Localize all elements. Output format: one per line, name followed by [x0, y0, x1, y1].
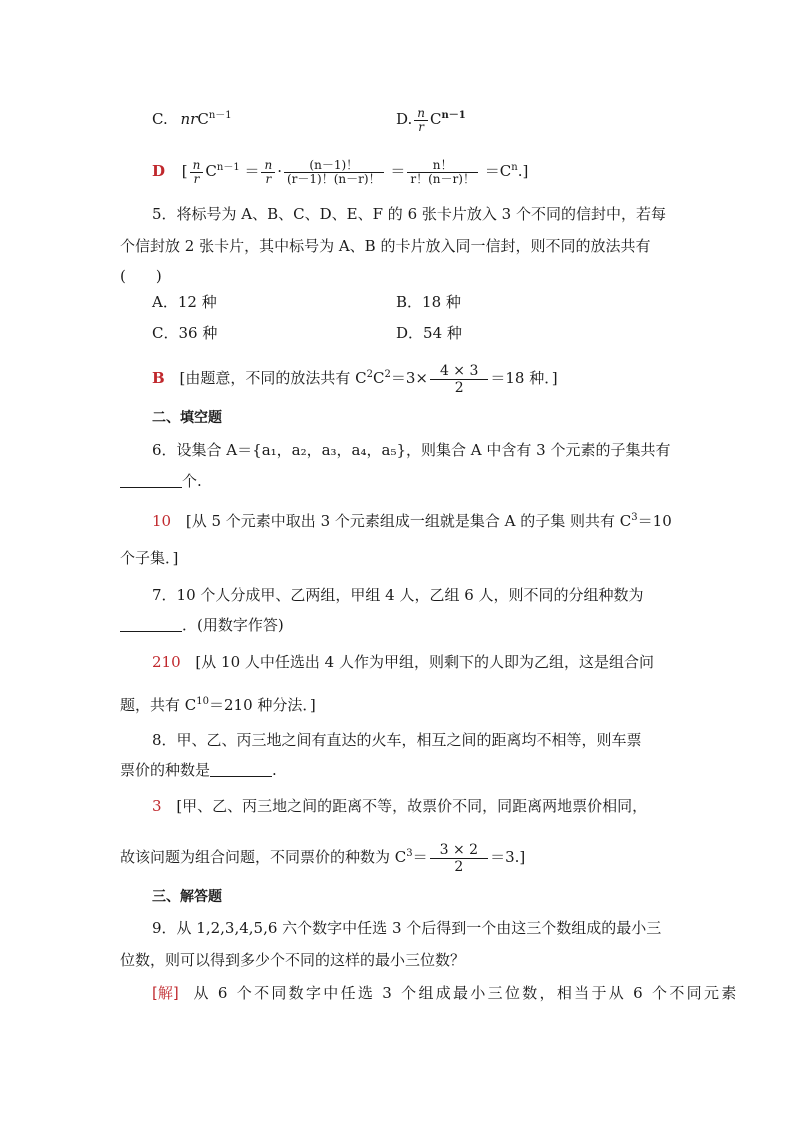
q5-option-b: B．18 种 — [396, 293, 461, 311]
answer-letter: B — [152, 369, 165, 387]
q4-option-c — [152, 106, 232, 129]
answer-letter: D — [152, 162, 166, 180]
answer-number: 210 — [152, 653, 181, 671]
option-label: D. — [396, 110, 413, 128]
q8-answer-line-2 — [120, 836, 525, 875]
q9-line-1: 9．从 1,2,3,4,5,6 六个数字中任选 3 个后得到一个由这三个数组成的最小三 — [152, 919, 662, 937]
q5-line-3: ( ) — [120, 267, 162, 285]
answer-text: 题，共有 C — [120, 696, 197, 714]
q6-line-2 — [120, 471, 202, 491]
bracket-close: .] — [517, 162, 529, 180]
answer-number: 10 — [152, 512, 172, 530]
q9-solution — [152, 983, 739, 1003]
q5-answer — [152, 357, 558, 396]
q7-line-2 — [120, 615, 284, 635]
answer-text: [从 10 人中任选出 4 人作为甲组，则剩下的人即为乙组，这是组合问 — [195, 653, 654, 671]
comb-symbol: C — [197, 110, 209, 128]
answer-blank — [120, 473, 182, 488]
line-text: ．(用数字作答) — [182, 616, 284, 634]
q5-line-2: 个信封放 2 张卡片，其中标号为 A、B 的卡片放入同一信封，则不同的放法共有 — [120, 237, 651, 255]
answer-text: ＝3.] — [490, 848, 526, 866]
q8-answer — [152, 796, 647, 816]
section-title-solve: 三、解答题 — [152, 889, 222, 905]
q6-answer-line-2: 个子集．] — [120, 549, 179, 567]
fraction: $\frac{3 \times 2}{2}$ — [430, 842, 488, 875]
superscript: 3 — [406, 848, 413, 859]
superscript: n — [511, 162, 518, 173]
bracket-open: [ — [181, 162, 188, 180]
line-text: . — [272, 761, 277, 779]
answer-blank — [120, 617, 182, 632]
option-label: C. — [152, 110, 168, 128]
q6-line-1: 6．设集合 A＝{a₁，a₂，a₃，a₄，a₅}，则集合 A 中含有 3 个元素的子集共有 — [152, 441, 671, 459]
answer-text: [由题意，不同的放法共有 C — [179, 369, 367, 387]
q7-answer — [152, 652, 654, 672]
q4-answer — [152, 150, 528, 189]
equals: ＝ — [412, 848, 428, 866]
solution-label: [解] — [152, 984, 179, 1002]
answer-text: [甲、乙、丙三地之间的距离不等，故票价不同，同距离两地票价相同， — [176, 797, 648, 815]
solution-text: 从 6 个不同数字中任选 3 个组成最小三位数，相当于从 6 个不同元素 — [193, 984, 739, 1002]
fraction-n-over-r-2: $\frac{n}{r}$ — [261, 159, 275, 186]
fraction-factorial-1: $\frac{(n-1)!}{(r-1)!(n-r)!}$ — [284, 159, 384, 186]
answer-text: [从 5 个元素中取出 3 个元素组成一组就是集合 A 的子集 则共有 C — [185, 512, 632, 530]
q5-option-a: A．12 种 — [152, 293, 217, 311]
q8-line-2 — [120, 760, 277, 780]
answer-text: ＝10 — [637, 512, 672, 530]
equals: ＝ — [244, 162, 260, 180]
equals: ＝ — [484, 162, 500, 180]
q7-answer-line-2 — [120, 692, 316, 715]
answer-text: 故该问题为组合问题，不同票价的种数为 C — [120, 848, 407, 866]
answer-text: ＝210 种分法．] — [208, 696, 316, 714]
q4-option-d — [396, 100, 466, 135]
fraction: $\frac{4 \times 3}{2}$ — [430, 363, 488, 396]
superscript: n－1 — [208, 110, 232, 121]
q9-line-2: 位数，则可以得到多少个不同的这样的最小三位数？ — [120, 951, 466, 969]
q5-option-d: D．54 种 — [396, 324, 462, 342]
option-text: nr — [180, 110, 198, 128]
equals: ＝ — [390, 162, 406, 180]
answer-text: ＝18 种．] — [490, 369, 558, 387]
q8-line-1: 8．甲、乙、丙三地之间有直达的火车，相互之间的距离均不相等，则车票 — [152, 731, 642, 749]
superscript: n－1 — [441, 110, 466, 121]
q7-line-1: 7．10 个人分成甲、乙两组，甲组 4 人，乙组 6 人，则不同的分组种数为 — [152, 586, 644, 604]
comb-symbol: C — [430, 110, 442, 128]
fraction-n-over-r: $\frac{n}{r}$ — [190, 159, 204, 186]
q6-answer — [152, 508, 672, 531]
superscript: n－1 — [216, 162, 240, 173]
q5-line-1: 5．将标号为 A、B、C、D、E、F 的 6 张卡片放入 3 个不同的信封中，若每 — [152, 205, 666, 223]
line-text: 个. — [182, 472, 202, 490]
superscript: 10 — [196, 696, 209, 707]
q5-option-c: C．36 种 — [152, 324, 218, 342]
section-title-fill-blank: 二、填空题 — [152, 410, 222, 426]
comb-symbol: C — [499, 162, 512, 180]
answer-blank — [210, 762, 272, 777]
fraction: $\frac{n}{r}$ — [414, 107, 428, 134]
answer-number: 3 — [152, 797, 162, 815]
superscript: 2 — [366, 369, 373, 380]
answer-text: ＝3× — [390, 369, 428, 387]
superscript: 2 — [384, 369, 391, 380]
comb-symbol: C — [205, 162, 217, 180]
line-text: 票价的种数是 — [120, 761, 211, 779]
dot: · — [277, 162, 282, 180]
fraction-factorial-2: $\frac{n!}{r!(n-r)!}$ — [407, 159, 478, 186]
comb-symbol: C — [372, 369, 385, 387]
superscript: 3 — [631, 512, 638, 523]
